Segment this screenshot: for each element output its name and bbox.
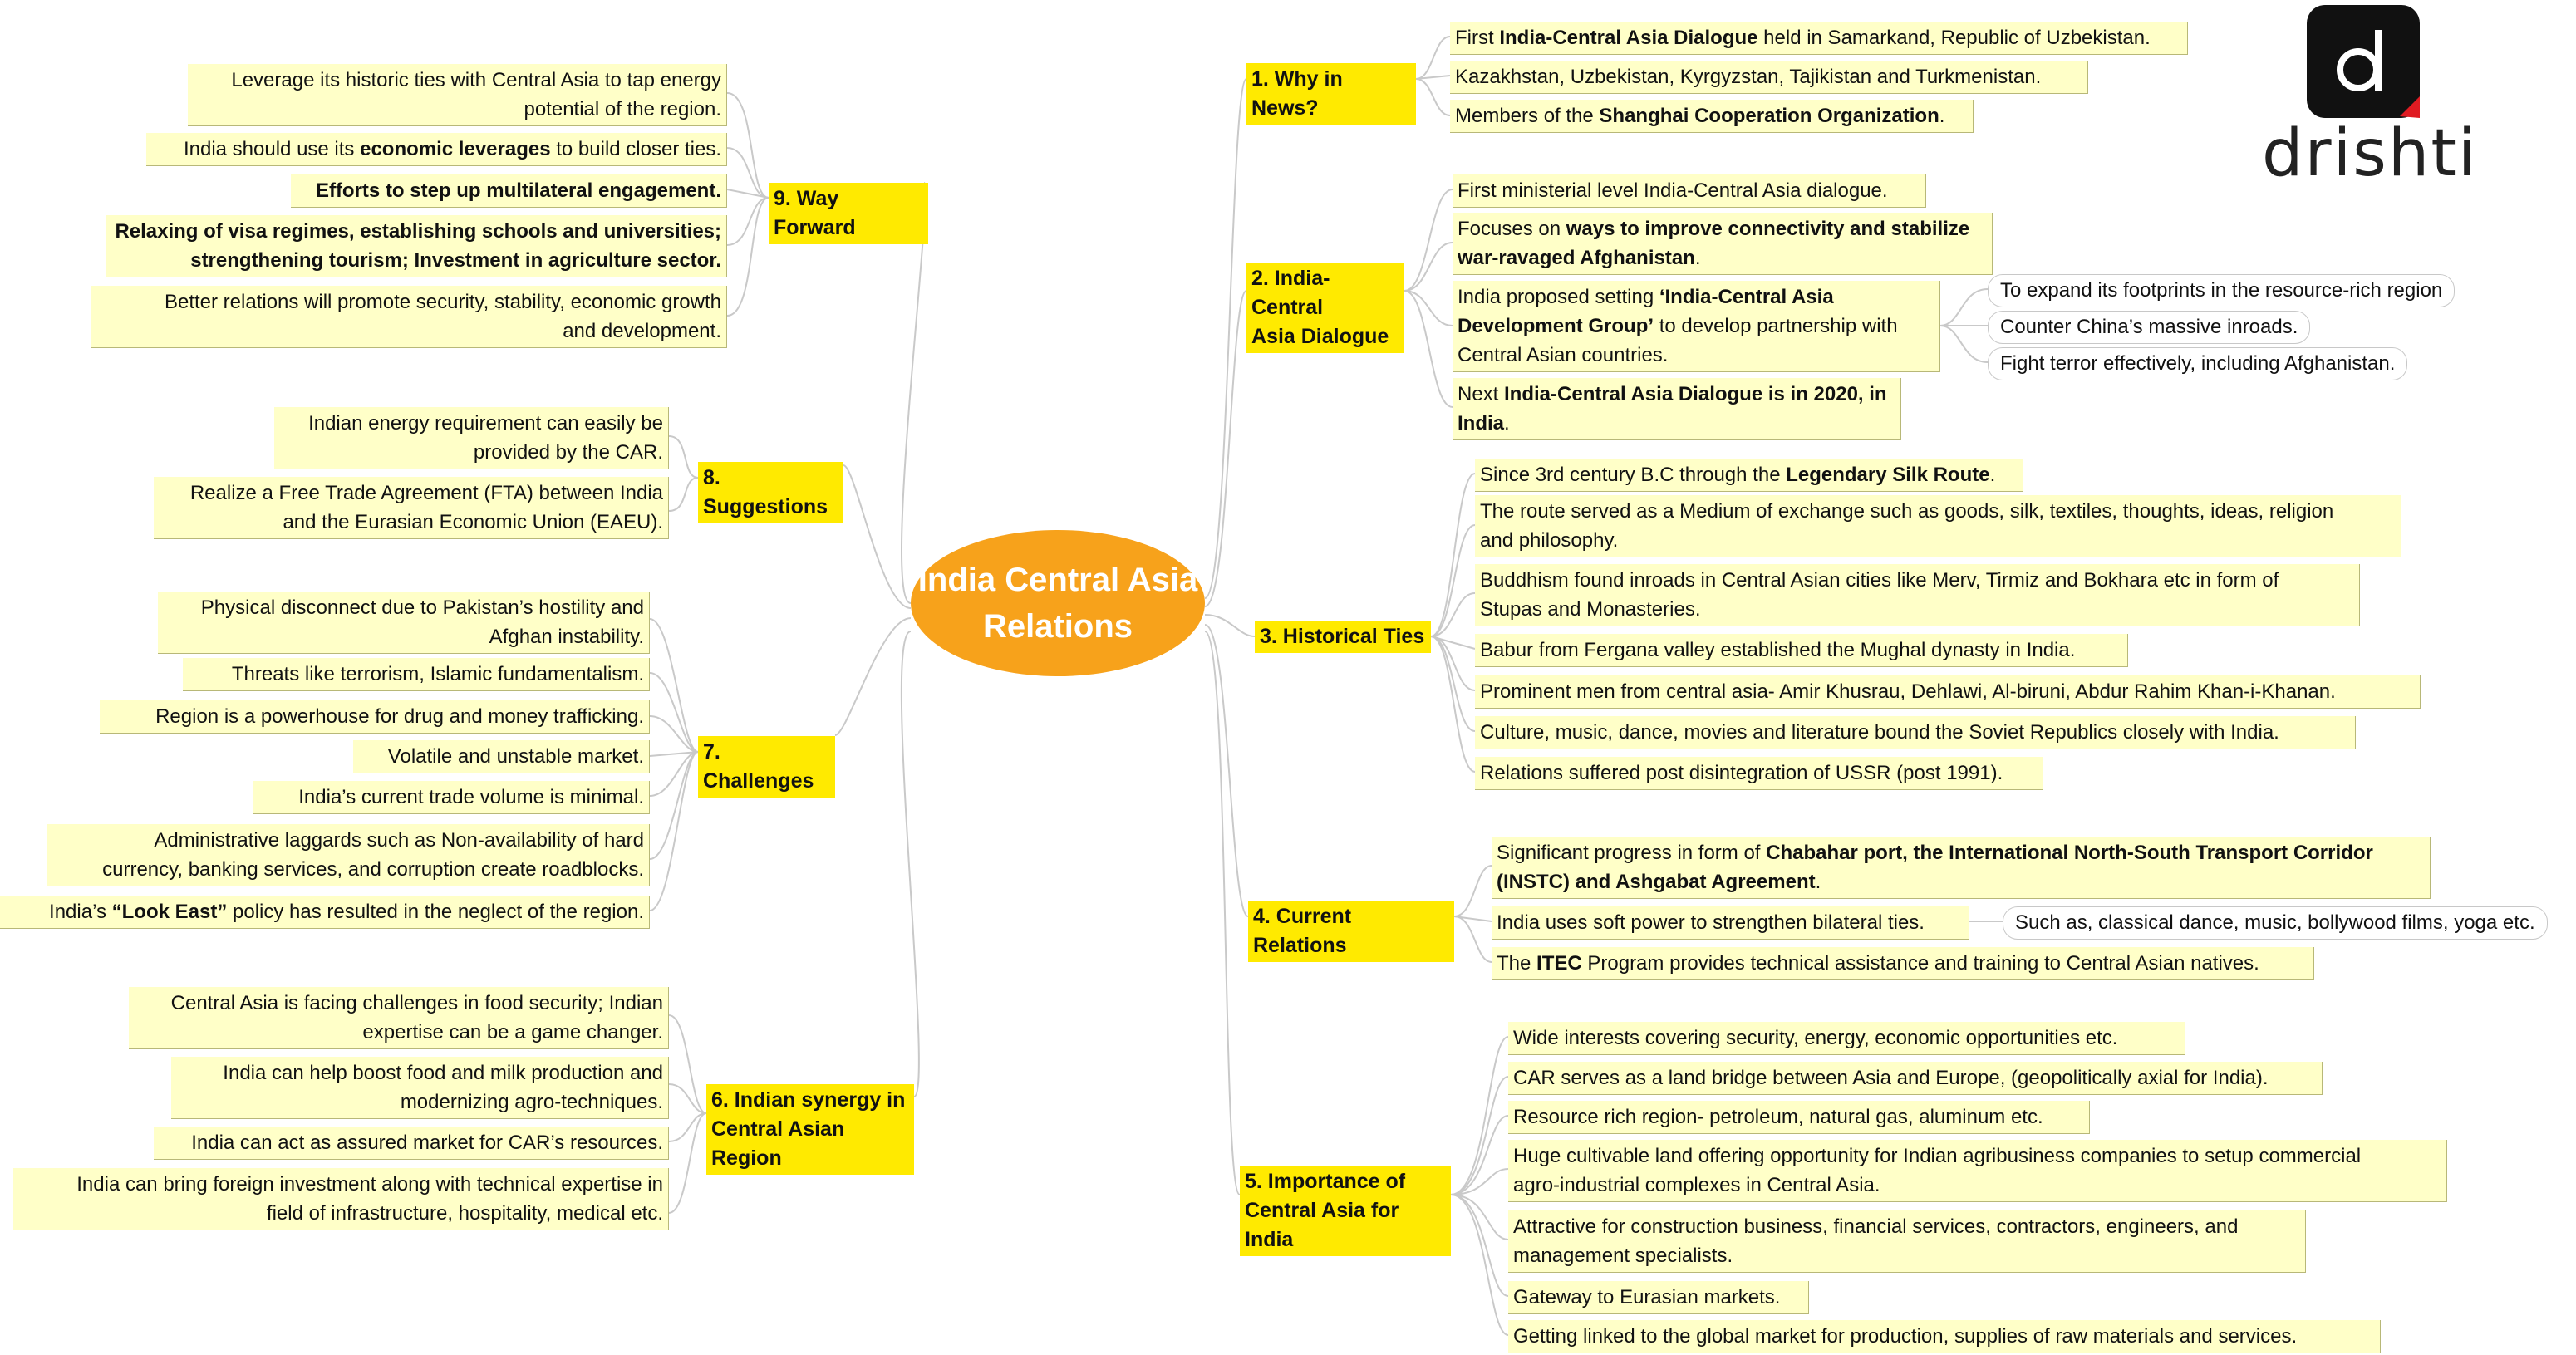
leaf-dialogue-4: Next India-Central Asia Dialogue is in 2020, in India. [1453,378,1901,440]
node-current-relations: 4. Current Relations [1248,901,1454,962]
node-way-forward: 9. Way Forward [769,183,928,244]
leaf-importance-3: Resource rich region- petroleum, natural gas, aluminum etc. [1508,1101,2090,1134]
node-indian-synergy: 6. Indian synergy in Central Asian Region [706,1084,914,1175]
leaf-challenges-6: Administrative laggards such as Non-availability of hard currency, banking services, and corruption create roadblocks. [47,824,650,886]
pill-dialogue-sub-3: Fight terror effectively, including Afghanistan. [1988,347,2407,380]
leaf-challenges-5: India’s current trade volume is minimal. [253,781,650,814]
leaf-current-2: India uses soft power to strengthen bilateral ties. [1492,906,1969,940]
leaf-dialogue-3: India proposed setting ‘India-Central Asia Development Group’ to develop partnership with Central Asian countries. [1453,281,1940,372]
leaf-historical-4: Babur from Fergana valley established the Mughal dynasty in India. [1475,634,2128,667]
leaf-historical-5: Prominent men from central asia- Amir Khusrau, Dehlawi, Al-biruni, Abdur Rahim Khan-i-Khanan. [1475,675,2421,709]
node-india-central-asia-dialogue: 2. India-Central Asia Dialogue [1246,263,1404,353]
leaf-synergy-2: India can help boost food and milk production and modernizing agro-techniques. [171,1057,669,1119]
pill-current-sub-1: Such as, classical dance, music, bollywood films, yoga etc. [2003,906,2548,940]
leaf-importance-2: CAR serves as a land bridge between Asia and Europe, (geopolitically axial for India). [1508,1062,2323,1095]
leaf-importance-6: Gateway to Eurasian markets. [1508,1281,1809,1314]
node-suggestions: 8. Suggestions [698,462,843,523]
leaf-way-forward-1: Leverage its historic ties with Central Asia to tap energy potential of the region. [188,64,727,126]
leaf-importance-7: Getting linked to the global market for production, supplies of raw materials and services. [1508,1320,2381,1353]
leaf-historical-2: The route served as a Medium of exchange such as goods, silk, textiles, thoughts, ideas, religion and philosophy. [1475,495,2401,557]
leaf-suggestions-2: Realize a Free Trade Agreement (FTA) between India and the Eurasian Economic Union (EAEU). [154,477,669,539]
leaf-synergy-1: Central Asia is facing challenges in food security; Indian expertise can be a game changer. [129,987,669,1049]
leaf-dialogue-2: Focuses on ways to improve connectivity and stabilize war-ravaged Afghanistan. [1453,213,1993,275]
leaf-synergy-3: India can act as assured market for CAR’s resources. [154,1127,669,1160]
leaf-current-1: Significant progress in form of Chabahar port, the International North-South Transport Corridor (INSTC) and Ashgabat Agreement. [1492,837,2431,899]
leaf-challenges-2: Threats like terrorism, Islamic fundamentalism. [183,658,650,691]
pill-dialogue-sub-1: To expand its footprints in the resource-rich region [1988,274,2455,307]
leaf-importance-5: Attractive for construction business, financial services, contractors, engineers, and management specialists. [1508,1210,2306,1273]
leaf-historical-1: Since 3rd century B.C through the Legendary Silk Route. [1475,459,2023,492]
leaf-suggestions-1: Indian energy requirement can easily be provided by the CAR. [274,407,669,469]
leaf-why-news-1: First India-Central Asia Dialogue held in Samarkand, Republic of Uzbekistan. [1450,22,2188,55]
leaf-historical-3: Buddhism found inroads in Central Asian cities like Merv, Tirmiz and Bokhara etc in form of Stupas and Monasteries. [1475,564,2360,626]
leaf-dialogue-1: First ministerial level India-Central Asia dialogue. [1453,174,1926,208]
drishti-wordmark: drishti [2262,116,2478,191]
leaf-challenges-4: Volatile and unstable market. [353,740,650,773]
leaf-way-forward-2: India should use its economic leverages to build closer ties. [146,133,727,166]
pill-dialogue-sub-2: Counter China’s massive inroads. [1988,311,2310,344]
node-importance-for-india: 5. Importance of Central Asia for India [1240,1166,1451,1256]
leaf-way-forward-3: Efforts to step up multilateral engagement. [291,174,727,208]
leaf-challenges-7: India’s “Look East” policy has resulted in the neglect of the region. [0,896,650,929]
drishti-logo-icon [2307,5,2420,118]
leaf-challenges-3: Region is a powerhouse for drug and money trafficking. [100,700,650,734]
leaf-importance-1: Wide interests covering security, energy, economic opportunities etc. [1508,1022,2185,1055]
leaf-importance-4: Huge cultivable land offering opportunity for Indian agribusiness companies to setup commercial agro-industrial complexes in Central Asia. [1508,1140,2447,1202]
leaf-way-forward-4: Relaxing of visa regimes, establishing schools and universities; strengthening tourism; Investment in agriculture sector. [106,215,727,277]
node-challenges: 7. Challenges [698,736,835,798]
node-why-in-news: 1. Why in News? [1246,63,1416,125]
leaf-synergy-4: India can bring foreign investment along with technical expertise in field of infrastructure, hospitality, medical etc. [13,1168,669,1230]
leaf-historical-7: Relations suffered post disintegration of USSR (post 1991). [1475,757,2043,790]
central-topic: India Central Asia Relations [911,530,1205,676]
node-historical-ties: 3. Historical Ties [1255,621,1431,653]
leaf-current-3: The ITEC Program provides technical assistance and training to Central Asian natives. [1492,947,2314,980]
leaf-way-forward-5: Better relations will promote security, stability, economic growth and development. [91,286,727,348]
leaf-historical-6: Culture, music, dance, movies and literature bound the Soviet Republics closely with India. [1475,716,2356,749]
leaf-challenges-1: Physical disconnect due to Pakistan’s hostility and Afghan instability. [158,592,650,654]
leaf-why-news-2: Kazakhstan, Uzbekistan, Kyrgyzstan, Tajikistan and Turkmenistan. [1450,61,2088,94]
leaf-why-news-3: Members of the Shanghai Cooperation Organization. [1450,100,1974,133]
